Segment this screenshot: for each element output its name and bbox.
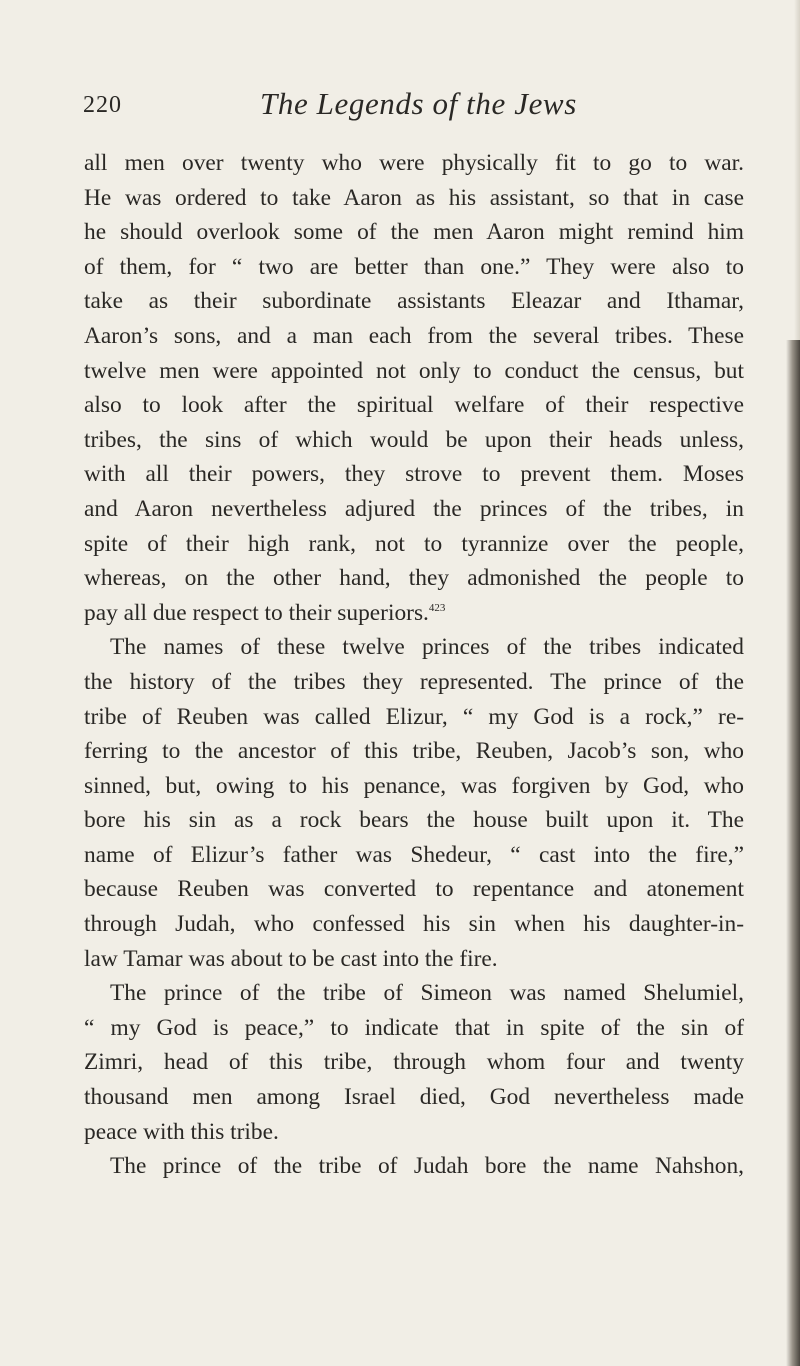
text-line: spite of their high rank, not to tyrannize over the people, (84, 530, 744, 557)
text-line: bore his sin as a rock bears the house built upon it. The (84, 807, 744, 834)
text-line: also to look after the spiritual welfare of their respective (84, 392, 744, 419)
text-line: Aaron’s sons, and a man each from the several tribes. These (84, 322, 744, 349)
text-line: take as their subordinate assistants Eleazar and Ithamar, (84, 288, 744, 315)
text-line: tribe of Reuben was called Elizur, “ my God is a rock,” re- (84, 703, 744, 730)
running-header (83, 86, 743, 126)
text-line: of them, for “ two are better than one.” They were also to (84, 253, 744, 280)
text-line: peace with this tribe. (84, 1118, 279, 1145)
text-line: tribes, the sins of which would be upon their heads unless, (84, 426, 744, 453)
text-line: name of Elizur’s father was Shedeur, “ cast into the fire,” (84, 841, 744, 868)
text-line: through Judah, who confessed his sin when his daughter-in- (84, 911, 744, 938)
text-line: whereas, on the other hand, they admonished the people to (84, 565, 744, 592)
text-line: sinned, but, owing to his penance, was forgiven by God, who (84, 772, 744, 799)
text-line: Zimri, head of this tribe, through whom four and twenty (84, 1049, 744, 1076)
footnote-reference: 423 (428, 601, 446, 614)
paragraph-start-line: The names of these twelve princes of the tribes indicated (110, 634, 744, 661)
text-line: because Reuben was converted to repentance and atonement (84, 876, 744, 903)
text-line: the history of the tribes they represented. The prince of the (84, 668, 744, 695)
text-line: he should overlook some of the men Aaron might remind him (84, 219, 744, 246)
page-number: 220 (83, 92, 122, 118)
body-text (84, 146, 744, 1184)
paragraph-start-line: The prince of the tribe of Simeon was named Shelumiel, (110, 980, 744, 1007)
text-line: twelve men were appointed not only to conduct the census, but (84, 357, 744, 384)
text-line: and Aaron nevertheless adjured the princes of the tribes, in (84, 495, 744, 522)
text-line: law Tamar was about to be cast into the fire. (84, 945, 498, 972)
text-line: thousand men among Israel died, God nevertheless made (84, 1084, 744, 1111)
text-line: all men over twenty who were physically fit to go to war. (84, 150, 744, 176)
running-title: The Legends of the Jews (260, 86, 577, 121)
text-line: pay all due respect to their superiors. (84, 599, 429, 626)
text-line-with-footnote (84, 596, 744, 631)
page-edge-shadow-top (794, 0, 800, 340)
text-line: “ my God is peace,” to indicate that in spite of the sin of (84, 1014, 744, 1041)
page-edge-shadow (786, 340, 800, 1366)
text-line: with all their powers, they strove to prevent them. Moses (84, 461, 744, 488)
text-line: ferring to the ancestor of this tribe, Reuben, Jacob’s son, who (84, 738, 744, 765)
paragraph-start-line: The prince of the tribe of Judah bore the name Nahshon, (110, 1153, 744, 1180)
text-line: He was ordered to take Aaron as his assistant, so that in case (84, 184, 744, 211)
